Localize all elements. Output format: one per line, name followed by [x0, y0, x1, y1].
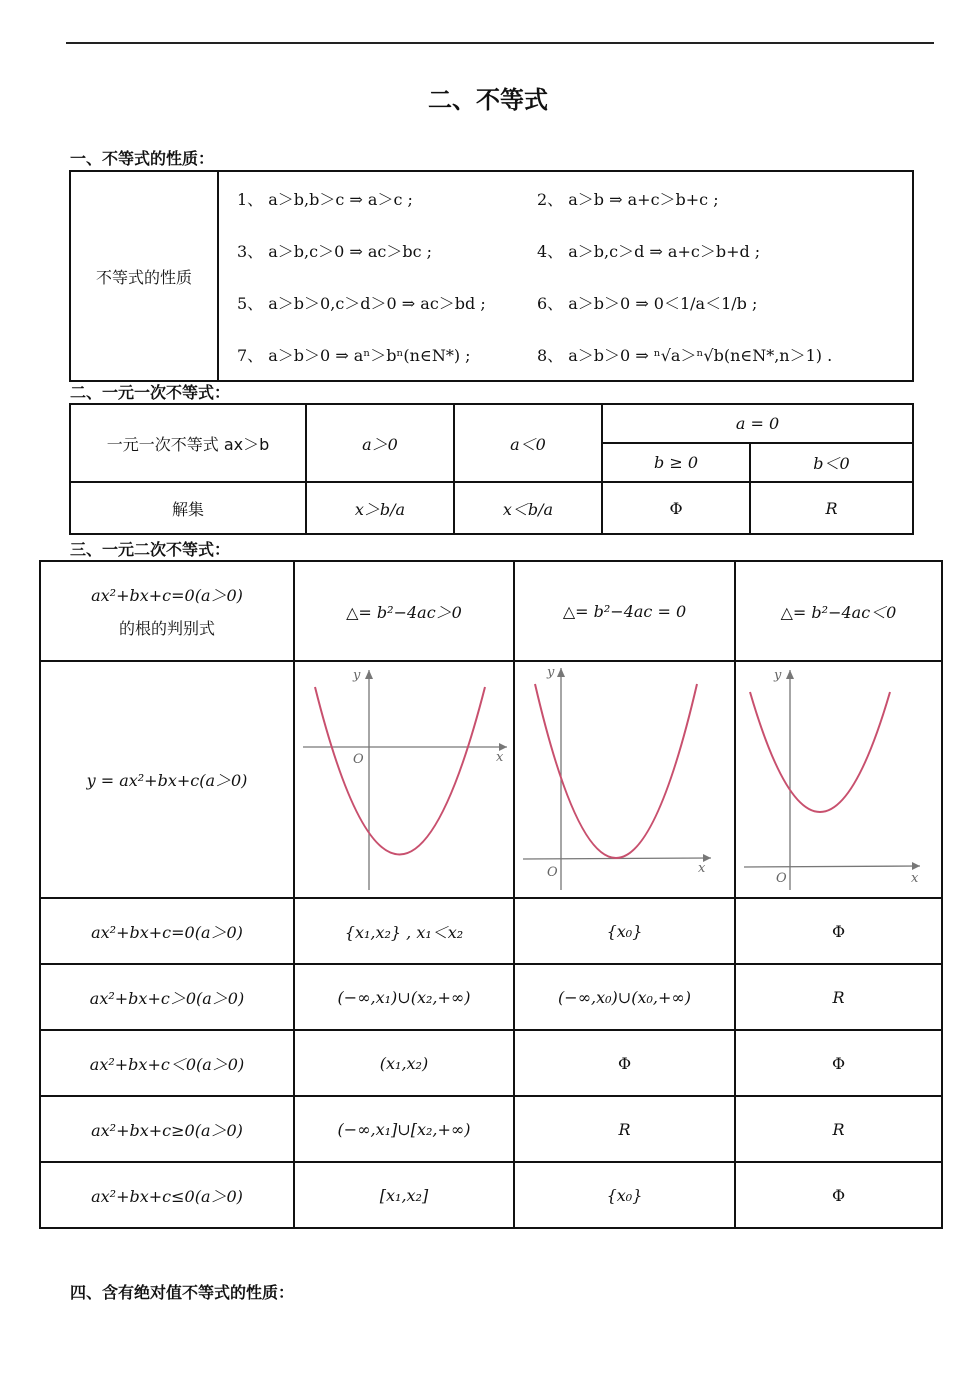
parabola-curve [535, 684, 697, 858]
row-label-less: ax²+bx+c＜0(a＞0) [40, 1030, 294, 1096]
section-heading-quadratic: 三、一元二次不等式： [70, 540, 231, 559]
x-axis [744, 866, 920, 867]
property-line [219, 224, 912, 276]
linear-solution-a-negative: x＜b/a [454, 482, 602, 534]
quadratic-header-subtitle: 的根的判别式 [118, 619, 215, 638]
cell-one-root: Φ [514, 1030, 735, 1096]
property-item: 6、 a＞b＞0 ⇒ 0＜1/a＜1/b ; [537, 293, 758, 313]
graph-one-root [514, 661, 735, 898]
parabola-one-root-graph [515, 662, 734, 893]
property-line [219, 328, 912, 380]
cell-two-roots: (−∞,x₁)∪(x₂,+∞) [294, 964, 514, 1030]
linear-inequality-table [69, 403, 914, 535]
linear-sub-b-neg: b＜0 [750, 443, 913, 482]
linear-col-a-negative: a＜0 [454, 404, 602, 482]
cell-one-root: {x₀} [514, 898, 735, 964]
properties-row-label: 不等式的性质 [70, 171, 218, 381]
linear-col-a-zero: a = 0 [602, 404, 913, 443]
row-label-less-equal: ax²+bx+c≤0(a＞0) [40, 1162, 294, 1228]
cell-one-root: {x₀} [514, 1162, 735, 1228]
x-axis-label: x [496, 750, 504, 765]
row-label-equals: ax²+bx+c=0(a＞0) [40, 898, 294, 964]
graph-row-label: y = ax²+bx+c(a＞0) [40, 661, 294, 898]
discriminant-positive: △= b²−4ac＞0 [294, 561, 514, 661]
quadratic-header-label [40, 561, 294, 661]
y-axis-arrow [786, 670, 794, 679]
row-label-greater-equal: ax²+bx+c≥0(a＞0) [40, 1096, 294, 1162]
graph-two-roots [294, 661, 514, 898]
linear-solution-a-positive: x＞b/a [306, 482, 454, 534]
linear-solution-b-nonneg: Φ [602, 482, 750, 534]
parabola-two-roots-graph [295, 662, 513, 893]
cell-one-root: (−∞,x₀)∪(x₀,+∞) [514, 964, 735, 1030]
parabola-curve [315, 687, 485, 855]
discriminant-negative: △= b²−4ac＜0 [735, 561, 942, 661]
property-item: 8、 a＞b＞0 ⇒ ⁿ√a＞ⁿ√b(n∈N*,n＞1) . [537, 345, 833, 365]
origin-label: O [776, 871, 787, 886]
cell-no-root: Φ [735, 1162, 942, 1228]
cell-no-root: R [735, 964, 942, 1030]
cell-no-root: R [735, 1096, 942, 1162]
x-axis-label: x [911, 871, 919, 886]
cell-two-roots: (−∞,x₁]∪[x₂,+∞) [294, 1096, 514, 1162]
y-axis-arrow [557, 668, 565, 677]
linear-col-a-positive: a＞0 [306, 404, 454, 482]
property-item: 5、 a＞b＞0,c＞d＞0 ⇒ ac＞bd ; [237, 293, 486, 313]
linear-solution-label: 解集 [70, 482, 306, 534]
page-title: 二、不等式 [428, 86, 548, 114]
property-line [219, 172, 912, 224]
origin-label: O [547, 865, 558, 880]
property-line [219, 276, 912, 328]
linear-solution-b-neg: R [750, 482, 913, 534]
linear-sub-b-nonneg: b ≥ 0 [602, 443, 750, 482]
parabola-curve [750, 692, 890, 812]
cell-two-roots: [x₁,x₂] [294, 1162, 514, 1228]
properties-list [218, 171, 913, 381]
parabola-no-root-graph [736, 662, 941, 893]
cell-no-root: Φ [735, 1030, 942, 1096]
discriminant-zero: △= b²−4ac = 0 [514, 561, 735, 661]
graph-no-root [735, 661, 942, 898]
section-heading-properties: 一、不等式的性质： [70, 149, 215, 168]
quadratic-header-equation: ax²+bx+c=0(a＞0) [91, 586, 243, 605]
y-axis-label: y [353, 668, 361, 683]
section-heading-absolute: 四、含有绝对值不等式的性质： [70, 1283, 295, 1302]
linear-header-label: 一元一次不等式 ax＞b [70, 404, 306, 482]
x-axis-label: x [698, 861, 706, 876]
cell-two-roots: (x₁,x₂) [294, 1030, 514, 1096]
property-item: 4、 a＞b,c＞d ⇒ a+c＞b+d ; [537, 241, 761, 261]
section-heading-linear: 二、一元一次不等式： [70, 383, 231, 402]
origin-label: O [353, 752, 364, 767]
cell-no-root: Φ [735, 898, 942, 964]
property-item: 2、 a＞b ⇒ a+c＞b+c ; [537, 189, 719, 209]
property-item: 1、 a＞b,b＞c ⇒ a＞c ; [237, 189, 413, 209]
properties-table [69, 170, 914, 382]
x-axis-arrow [912, 862, 920, 870]
property-item: 3、 a＞b,c＞0 ⇒ ac＞bc ; [237, 241, 433, 261]
y-axis-arrow [365, 670, 373, 679]
cell-two-roots: {x₁,x₂} , x₁＜x₂ [294, 898, 514, 964]
y-axis-label: y [774, 668, 782, 683]
row-label-greater: ax²+bx+c＞0(a＞0) [40, 964, 294, 1030]
property-item: 7、 a＞b＞0 ⇒ aⁿ＞bⁿ(n∈N*) ; [237, 345, 471, 365]
header-rule [66, 42, 934, 44]
quadratic-inequality-table [39, 560, 943, 1229]
cell-one-root: R [514, 1096, 735, 1162]
y-axis-label: y [547, 665, 555, 680]
